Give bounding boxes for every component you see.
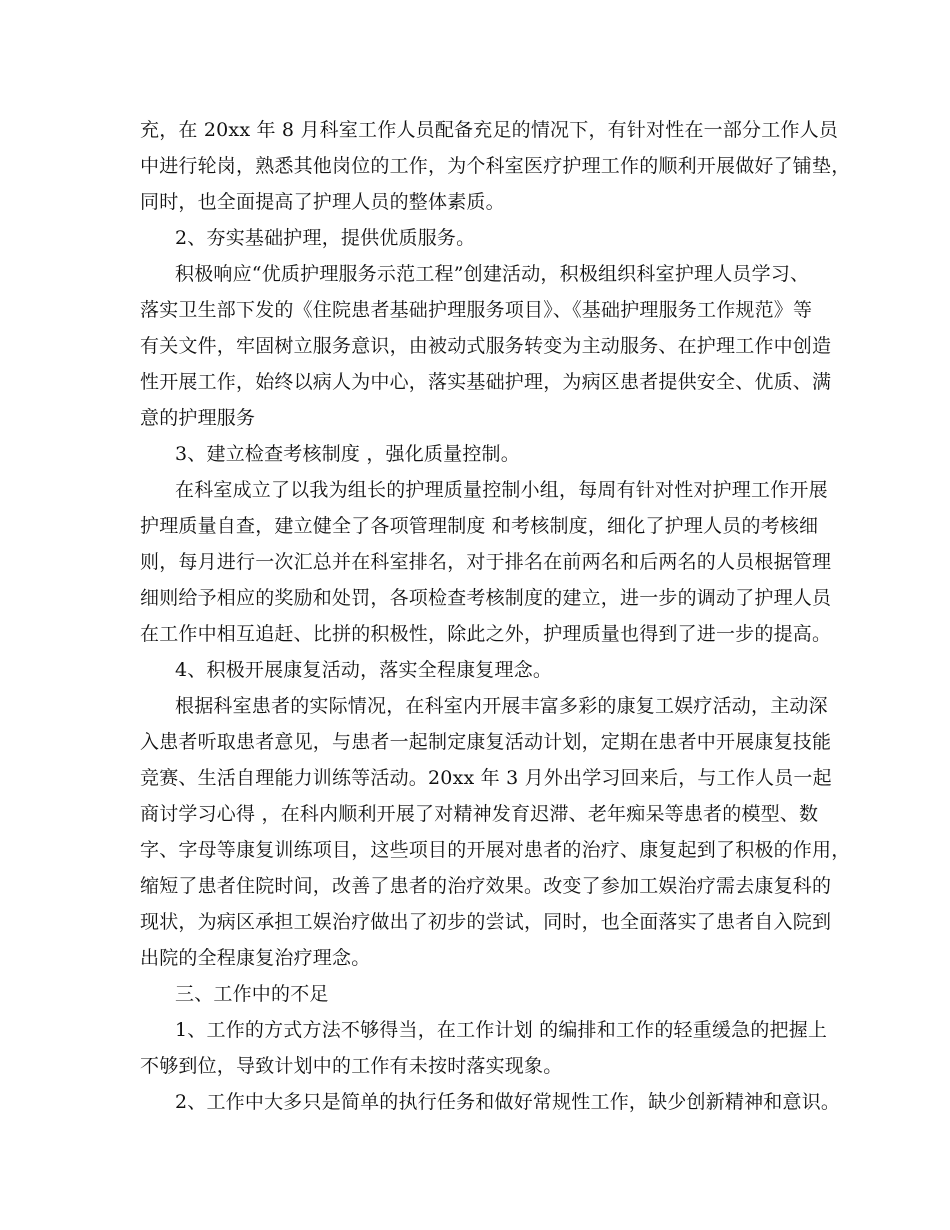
text-line: 则，每月进行一次汇总并在科室排名，对于排名在前两名和后两名的人员根据管理	[140, 551, 832, 573]
section-heading: 三、工作中的不足	[175, 983, 329, 1005]
text-line: 不够到位，导致计划中的工作有未按时落实现象。	[140, 1055, 563, 1077]
text-line: 字、字母等康复训练项目，这些项目的开展对患者的治疗、康复起到了积极的作用，	[140, 839, 851, 861]
text-line: 落实卫生部下发的《住院患者基础护理服务项目》、《基础护理服务工作规范》等	[140, 299, 813, 321]
text-line: 同时，也全面提高了护理人员的整体素质。	[140, 191, 505, 213]
text-line: 2、工作中大多只是简单的执行任务和做好常规性工作，缺少创新精神和意识。	[175, 1091, 841, 1113]
text-line: 在科室成立了以我为组长的护理质量控制小组，每周有针对性对护理工作开展	[175, 479, 828, 501]
text-line: 中进行轮岗，熟悉其他岗位的工作，为个科室医疗护理工作的顺利开展做好了铺垫，	[140, 155, 851, 177]
text-line: 在工作中相互追赶、比拼的积极性，除此之外，护理质量也得到了进一步的提高。	[140, 623, 832, 645]
text-line: 现状，为病区承担工娱治疗做出了初步的尝试，同时，也全面落实了患者自入院到	[140, 911, 832, 933]
text-line: 入患者听取患者意见，与患者一起制定康复活动计划，定期在患者中开展康复技能	[140, 731, 832, 753]
text-line: 出院的全程康复治疗理念。	[140, 947, 371, 969]
text-line: 细则给予相应的奖励和处罚，各项检查考核制度的建立，进一步的调动了护理人员	[140, 587, 832, 609]
section-heading: 2、夯实基础护理，提供优质服务。	[175, 227, 476, 249]
text-line: 护理质量自查，建立健全了各项管理制度 和考核制度，细化了护理人员的考核细	[140, 515, 819, 537]
text-line: 竞赛、生活自理能力训练等活动。20xx 年 3 月外出学习回来后，与工作人员一起	[140, 767, 832, 789]
text-line: 商讨学习心得 ，在科内顺利开展了对精神发育迟滞、老年痴呆等患者的模型、数	[140, 803, 819, 825]
text-line: 根据科室患者的实际情况，在科室内开展丰富多彩的康复工娱疗活动，主动深	[175, 695, 828, 717]
text-line: 充，在 20xx 年 8 月科室工作人员配备充足的情况下，有针对性在一部分工作人员	[140, 119, 839, 141]
text-line: 意的护理服务	[140, 407, 256, 429]
section-heading: 4、积极开展康复活动，落实全程康复理念。	[175, 659, 553, 681]
text-line: 缩短了患者住院时间，改善了患者的治疗效果。改变了参加工娱治疗需去康复科的	[140, 875, 832, 897]
text-line: 1、工作的方式方法不够得当，在工作计划 的编排和工作的轻重缓急的把握上	[175, 1019, 828, 1041]
text-line: 有关文件，牢固树立服务意识，由被动式服务转变为主动服务、在护理工作中创造	[140, 335, 832, 357]
text-line: 性开展工作，始终以病人为中心，落实基础护理，为病区患者提供安全、优质、满	[140, 371, 832, 393]
text-line: 积极响应“优质护理服务示范工程”创建活动，积极组织科室护理人员学习、	[175, 263, 810, 285]
section-heading: 3、建立检查考核制度 ，强化质量控制。	[175, 443, 520, 465]
